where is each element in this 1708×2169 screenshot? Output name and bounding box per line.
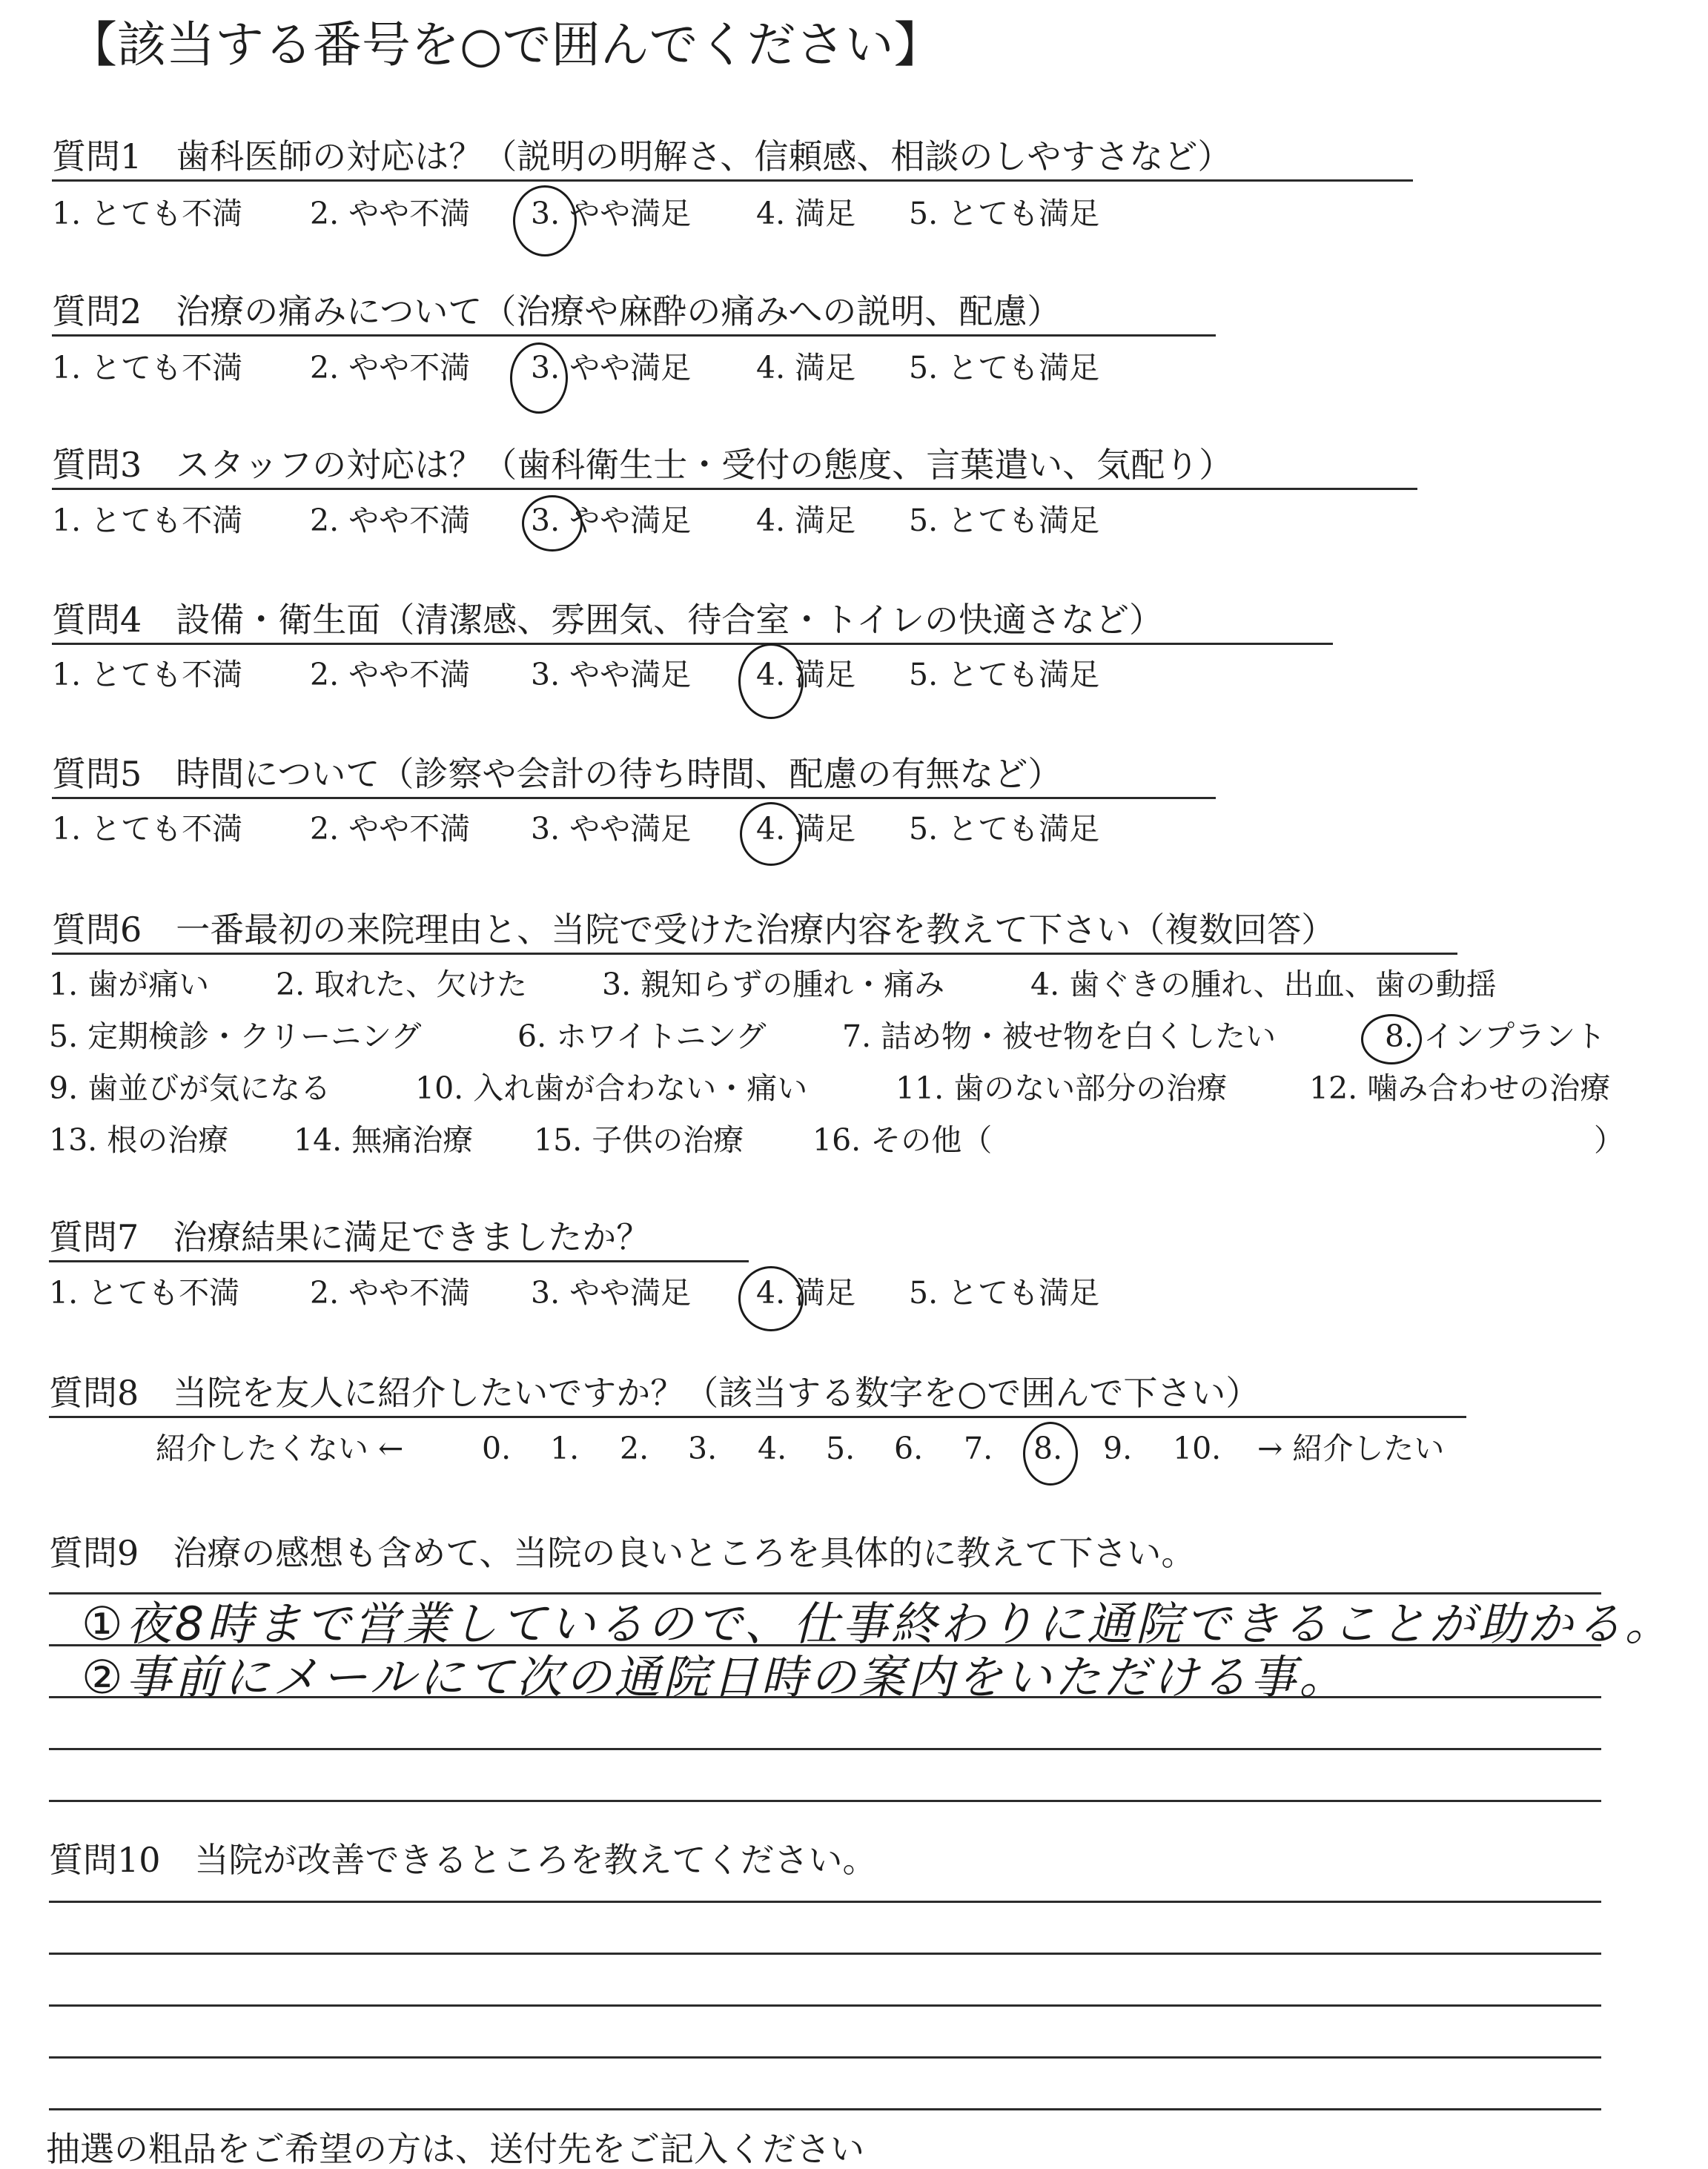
q5-option-3[interactable]: 3. やや満足 bbox=[531, 811, 692, 847]
q8-scale-3[interactable]: 3. bbox=[688, 1431, 718, 1466]
q8-selection-circle bbox=[1023, 1422, 1078, 1486]
q9-writing-line-4 bbox=[49, 1748, 1601, 1750]
question-8-title: 質問8 当院を友人に紹介したいですか？（該当する数字を○で囲んで下さい） bbox=[49, 1373, 1260, 1413]
question-6-title: 質問6 一番最初の来院理由と、当院で受けた治療内容を教えて下さい（複数回答） bbox=[52, 910, 1336, 950]
q9-writing-line-5 bbox=[49, 1800, 1601, 1802]
q6-option-16-close: ） bbox=[1594, 1122, 1624, 1158]
q6-option-6[interactable]: 6. ホワイトニング bbox=[517, 1019, 767, 1054]
question-5-underline bbox=[52, 797, 1216, 799]
q10-writing-line-5 bbox=[49, 2108, 1601, 2110]
question-5-title: 質問5 時間について（診察や会計の待ち時間、配慮の有無など） bbox=[52, 754, 1062, 794]
question-2-underline bbox=[52, 334, 1216, 337]
q1-option-2[interactable]: 2. やや不満 bbox=[310, 196, 471, 231]
q4-selection-circle bbox=[738, 643, 804, 719]
q9-handwritten-answer-1: ①夜8時まで営業しているので、仕事終わりに通院できることが助かる。 bbox=[82, 1597, 1674, 1651]
q5-option-5[interactable]: 5. とても満足 bbox=[909, 811, 1100, 847]
q1-option-1[interactable]: 1. とても不満 bbox=[52, 196, 243, 231]
q7-selection-circle bbox=[738, 1266, 804, 1331]
q1-option-4[interactable]: 4. 満足 bbox=[756, 196, 856, 231]
q6-option-14[interactable]: 14. 無痛治療 bbox=[294, 1122, 474, 1158]
page-title: 【該当する番号を○で囲んでください】 bbox=[68, 16, 943, 73]
question-6-underline bbox=[52, 953, 1457, 955]
question-3-underline bbox=[52, 488, 1417, 490]
q2-option-4[interactable]: 4. 満足 bbox=[756, 350, 856, 385]
q8-scale-1[interactable]: 1. bbox=[550, 1431, 580, 1466]
q8-scale-9[interactable]: 9. bbox=[1103, 1431, 1133, 1466]
q6-selection-circle bbox=[1361, 1014, 1422, 1064]
q8-scale-5[interactable]: 5. bbox=[826, 1431, 855, 1466]
q4-option-4[interactable]: 4. 満足 bbox=[756, 657, 856, 692]
q3-selection-circle bbox=[522, 495, 583, 552]
q2-option-1[interactable]: 1. とても不満 bbox=[52, 350, 243, 385]
q10-writing-line-1 bbox=[49, 1901, 1601, 1903]
question-1-title: 質問1 歯科医師の対応は？（説明の明解さ、信頼感、相談のしやすさなど） bbox=[52, 136, 1232, 176]
q6-option-11[interactable]: 11. 歯のない部分の治療 bbox=[896, 1070, 1228, 1106]
q2-option-3[interactable]: 3. やや満足 bbox=[531, 350, 692, 385]
q6-option-5[interactable]: 5. 定期検診・クリーニング bbox=[49, 1019, 422, 1054]
q5-selection-circle bbox=[740, 802, 802, 866]
q1-option-3[interactable]: 3. やや満足 bbox=[531, 196, 692, 231]
question-7-title: 質問7 治療結果に満足できましたか？ bbox=[49, 1217, 651, 1257]
q5-option-4[interactable]: 4. 満足 bbox=[756, 811, 856, 847]
q6-option-9[interactable]: 9. 歯並びが気になる bbox=[49, 1070, 331, 1106]
q8-scale-left-label: 紹介したくない ← bbox=[156, 1431, 404, 1466]
q4-option-3[interactable]: 3. やや満足 bbox=[531, 657, 692, 692]
q10-writing-line-3 bbox=[49, 2004, 1601, 2007]
q1-option-5[interactable]: 5. とても満足 bbox=[909, 196, 1100, 231]
footer-note: 抽選の粗品をご希望の方は、送付先をご記入ください bbox=[46, 2129, 864, 2169]
q6-option-12[interactable]: 12. 噛み合わせの治療 bbox=[1309, 1070, 1611, 1106]
question-8-underline bbox=[49, 1416, 1466, 1418]
q3-option-5[interactable]: 5. とても満足 bbox=[909, 503, 1100, 538]
q3-option-2[interactable]: 2. やや不満 bbox=[310, 503, 471, 538]
q8-scale-4[interactable]: 4. bbox=[758, 1431, 787, 1466]
q3-option-3[interactable]: 3. やや満足 bbox=[531, 503, 692, 538]
question-3-title: 質問3 スタッフの対応は？（歯科衛生士・受付の態度、言葉遣い、気配り） bbox=[52, 445, 1234, 485]
q3-option-4[interactable]: 4. 満足 bbox=[756, 503, 856, 538]
q10-writing-line-2 bbox=[49, 1953, 1601, 1955]
q8-scale-8[interactable]: 8. bbox=[1033, 1431, 1063, 1466]
q1-selection-circle bbox=[513, 185, 577, 256]
q6-option-16[interactable]: 16. その他（ bbox=[812, 1122, 993, 1158]
q4-option-2[interactable]: 2. やや不満 bbox=[310, 657, 471, 692]
q7-option-3[interactable]: 3. やや満足 bbox=[531, 1275, 692, 1311]
q6-option-10[interactable]: 10. 入れ歯が合わない・痛い bbox=[415, 1070, 808, 1106]
q6-option-2[interactable]: 2. 取れた、欠けた bbox=[276, 967, 528, 1002]
question-2-title: 質問2 治療の痛みについて（治療や麻酔の痛みへの説明、配慮） bbox=[52, 291, 1062, 331]
q6-option-4[interactable]: 4. 歯ぐきの腫れ、出血、歯の動揺 bbox=[1030, 967, 1497, 1002]
q9-handwritten-answer-2: ②事前にメールにて次の通院日時の案内をいただける事。 bbox=[82, 1650, 1348, 1704]
q8-scale-2[interactable]: 2. bbox=[620, 1431, 649, 1466]
q8-scale-right-label: → 紹介したい bbox=[1257, 1431, 1445, 1466]
q5-option-1[interactable]: 1. とても不満 bbox=[52, 811, 243, 847]
q6-option-15[interactable]: 15. 子供の治療 bbox=[534, 1122, 744, 1158]
question-10-title: 質問10 当院が改善できるところを教えてください。 bbox=[49, 1840, 877, 1880]
q2-option-2[interactable]: 2. やや不満 bbox=[310, 350, 471, 385]
q4-option-5[interactable]: 5. とても満足 bbox=[909, 657, 1100, 692]
question-1-underline bbox=[52, 179, 1413, 182]
question-7-underline bbox=[49, 1260, 749, 1262]
q6-option-7[interactable]: 7. 詰め物・被せ物を白くしたい bbox=[842, 1019, 1277, 1054]
question-9-title: 質問9 治療の感想も含めて、当院の良いところを具体的に教えて下さい。 bbox=[49, 1533, 1196, 1573]
q2-selection-circle bbox=[510, 342, 568, 414]
q8-scale-10[interactable]: 10. bbox=[1173, 1431, 1222, 1466]
q4-option-1[interactable]: 1. とても不満 bbox=[52, 657, 243, 692]
q6-option-1[interactable]: 1. 歯が痛い bbox=[49, 967, 210, 1002]
q3-option-1[interactable]: 1. とても不満 bbox=[52, 503, 243, 538]
q2-option-5[interactable]: 5. とても満足 bbox=[909, 350, 1100, 385]
q8-scale-0[interactable]: 0. bbox=[482, 1431, 512, 1466]
q7-option-5[interactable]: 5. とても満足 bbox=[909, 1275, 1100, 1311]
q5-option-2[interactable]: 2. やや不満 bbox=[310, 811, 471, 847]
q6-option-8[interactable]: 8. インプラント bbox=[1385, 1019, 1606, 1054]
question-4-title: 質問4 設備・衛生面（清潔感、雰囲気、待合室・トイレの快適さなど） bbox=[52, 600, 1163, 640]
q9-writing-line-1 bbox=[49, 1592, 1601, 1595]
q8-scale-6[interactable]: 6. bbox=[894, 1431, 924, 1466]
q7-option-2[interactable]: 2. やや不満 bbox=[310, 1275, 471, 1311]
q10-writing-line-4 bbox=[49, 2056, 1601, 2059]
question-4-underline bbox=[52, 643, 1333, 645]
q7-option-4[interactable]: 4. 満足 bbox=[756, 1275, 856, 1311]
q8-scale-7[interactable]: 7. bbox=[964, 1431, 993, 1466]
q6-option-13[interactable]: 13. 根の治療 bbox=[49, 1122, 229, 1158]
q7-option-1[interactable]: 1. とても不満 bbox=[49, 1275, 240, 1311]
q6-option-3[interactable]: 3. 親知らずの腫れ・痛み bbox=[602, 967, 945, 1002]
